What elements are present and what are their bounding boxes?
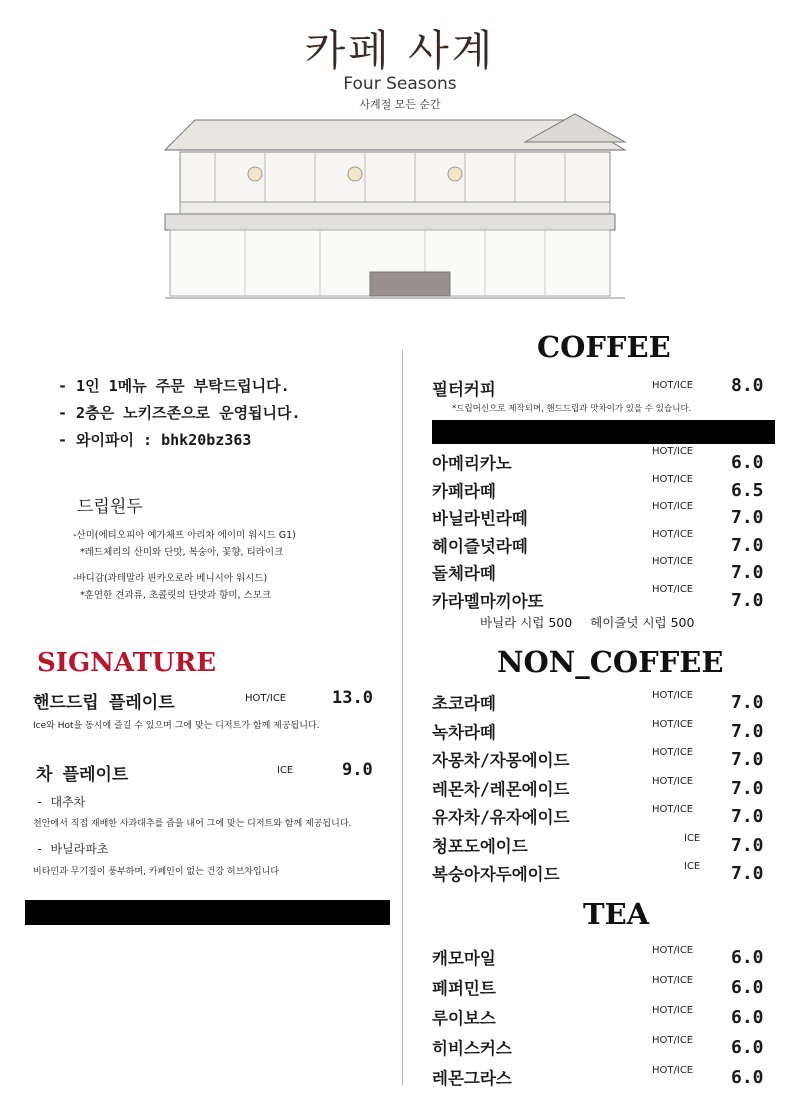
menu-item-price: 7.0 [731,777,764,799]
signature-item-name: 차 플레이트 [36,765,129,785]
menu-item-tag: HOT/ICE [652,775,694,787]
sub-item-name: - 대추차 [36,795,86,809]
menu-item-tag: HOT/ICE [652,690,694,701]
signature-item-tag: ICE [277,765,294,776]
menu-item-price: 7.0 [731,692,764,713]
menu-item-price: 6.5 [731,479,764,501]
menu-item-name: 필터커피 [432,380,496,399]
signature-item-tag: HOT/ICE [245,693,287,704]
menu-item-price: 7.0 [731,507,764,528]
menu-item-name: 레몬차/레몬에이드 [432,779,570,799]
menu-item-price: 6.0 [731,977,764,998]
menu-item-price: 6.0 [731,947,764,968]
menu-item-name: 바닐라빈라떼 [432,509,528,528]
menu-item-price: 6.0 [731,1007,764,1028]
drip-acidity-notes: *레드체리의 산미와 단맛, 복숭아, 꽃향, 티라이크 [80,547,284,558]
menu-item-tag: HOT/ICE [652,945,694,956]
menu-item-tag: ICE [684,832,701,844]
menu-item-name: 히비스커스 [432,1039,512,1058]
signature-item-price: 13.0 [332,688,373,708]
menu-item-tag: HOT/ICE [652,446,694,457]
menu-item-name: 초코라떼 [432,694,496,713]
menu-item-name: 돌체라떼 [432,564,496,583]
menu-item-price: 7.0 [731,720,764,742]
drip-acidity-line: -산미(에티오피아 예가체프 아리차 에이미 워시드 G1) [73,530,296,541]
menu-item-price: 7.0 [731,562,764,583]
column-divider [402,350,403,1085]
signature-item-desc: Ice와 Hot을 동시에 즐길 수 있으며 그에 맞는 디저트가 함께 제공됩니다. [33,721,320,731]
sub-item-desc: 비타민과 무기질이 풍부하며, 카페인이 없는 건강 허브차입니다 [33,867,280,877]
syrup-options [480,613,708,631]
cafe-title-english: Four Seasons [343,74,457,94]
menu-item-tag: HOT/ICE [652,747,694,758]
menu-item-price: 7.0 [731,534,764,556]
sub-item-desc: 천안에서 직접 재배한 사과대추를 즙을 내어 그에 맞는 디저트와 함께 제공됩니다. [33,819,352,829]
syrup-hazelnut: 헤이즐넛 시럽 500 [590,615,695,630]
signature-item-price: 9.0 [342,760,373,780]
cafe-subtitle: 사계절 모든 순간 [359,98,441,111]
rule-no-kids-zone: - 2층은 노키즈존으로 운영됩니다. [58,404,301,422]
menu-item-price: 7.0 [731,806,764,827]
menu-item-tag: HOT/ICE [652,528,694,540]
menu-item-name: 루이보스 [432,1009,496,1028]
menu-item-tag: HOT/ICE [652,583,694,595]
hanok-building-illustration [155,112,635,302]
menu-item-tag: HOT/ICE [652,473,694,485]
syrup-vanilla: 바닐라 시럽 500 [480,615,573,630]
menu-item-name: 페퍼민트 [432,979,496,998]
menu-item-tag: ICE [684,861,701,872]
menu-item-tag: HOT/ICE [652,501,694,512]
menu-item-price: 6.0 [731,1037,764,1058]
coffee-section-title: COFFEE [537,330,671,364]
menu-item-name: 레몬그라스 [432,1069,512,1088]
signature-item-name: 핸드드립 플레이트 [33,693,175,713]
menu-item-tag: HOT/ICE [652,804,694,815]
menu-item-price: 7.0 [731,863,764,884]
menu-item-name: 카페라떼 [432,481,496,501]
menu-item-price: 7.0 [731,589,764,611]
menu-item-name: 복숭아자두에이드 [432,865,560,884]
menu-item-tag: HOT/ICE [652,718,694,730]
menu-item-name: 자몽차/자몽에이드 [432,751,570,770]
menu-item-tag: HOT/ICE [652,380,694,391]
drip-body-line: -바디감(과테말라 핀카오로라 베니시아 워시드) [73,573,268,584]
menu-item-tag: HOT/ICE [652,1065,694,1076]
menu-item-tag: HOT/ICE [652,1005,694,1016]
menu-item-price: 7.0 [731,834,764,856]
menu-item-name: 헤이즐넛라떼 [432,536,528,556]
rule-one-menu: - 1인 1메뉴 주문 부탁드립니다. [58,377,290,395]
house-rules [58,375,301,456]
menu-item-name: 아메리카노 [432,454,512,473]
signature-title: SIGNATURE [37,648,217,678]
menu-item-tag: HOT/ICE [652,975,694,986]
rule-wifi: - 와이파이 : bhk20bz363 [58,431,252,449]
menu-item-name: 카라멜마끼아또 [432,591,544,611]
filter-coffee-note: *드립머신으로 제작되며, 핸드드립과 맛차이가 있을 수 있습니다. [452,404,692,414]
menu-item-name: 청포도에이드 [432,836,528,856]
non-coffee-section-title: NON_COFFEE [497,645,724,679]
menu-item-name: 유자차/유자에이드 [432,808,570,827]
menu-item-name: 녹차라떼 [432,722,496,742]
menu-item-price: 8.0 [731,375,764,396]
drip-beans-title: 드립원두 [77,497,143,517]
menu-item-price: 6.0 [731,452,764,473]
redacted-bar [25,900,390,925]
menu-item-tag: HOT/ICE [652,1035,694,1046]
tea-section-title: TEA [583,897,650,931]
drip-body-notes: *훈연한 견과류, 초콜릿의 단맛과 향미, 스모크 [80,590,272,601]
menu-item-price: 7.0 [731,749,764,770]
sub-item-name: - 바닐라파초 [36,842,109,856]
menu-item-price: 6.0 [731,1067,764,1088]
cafe-title: 카페 사계 [304,26,496,75]
menu-item-tag: HOT/ICE [652,556,694,567]
menu-item-name: 캐모마일 [432,949,496,968]
redacted-bar [432,420,775,444]
